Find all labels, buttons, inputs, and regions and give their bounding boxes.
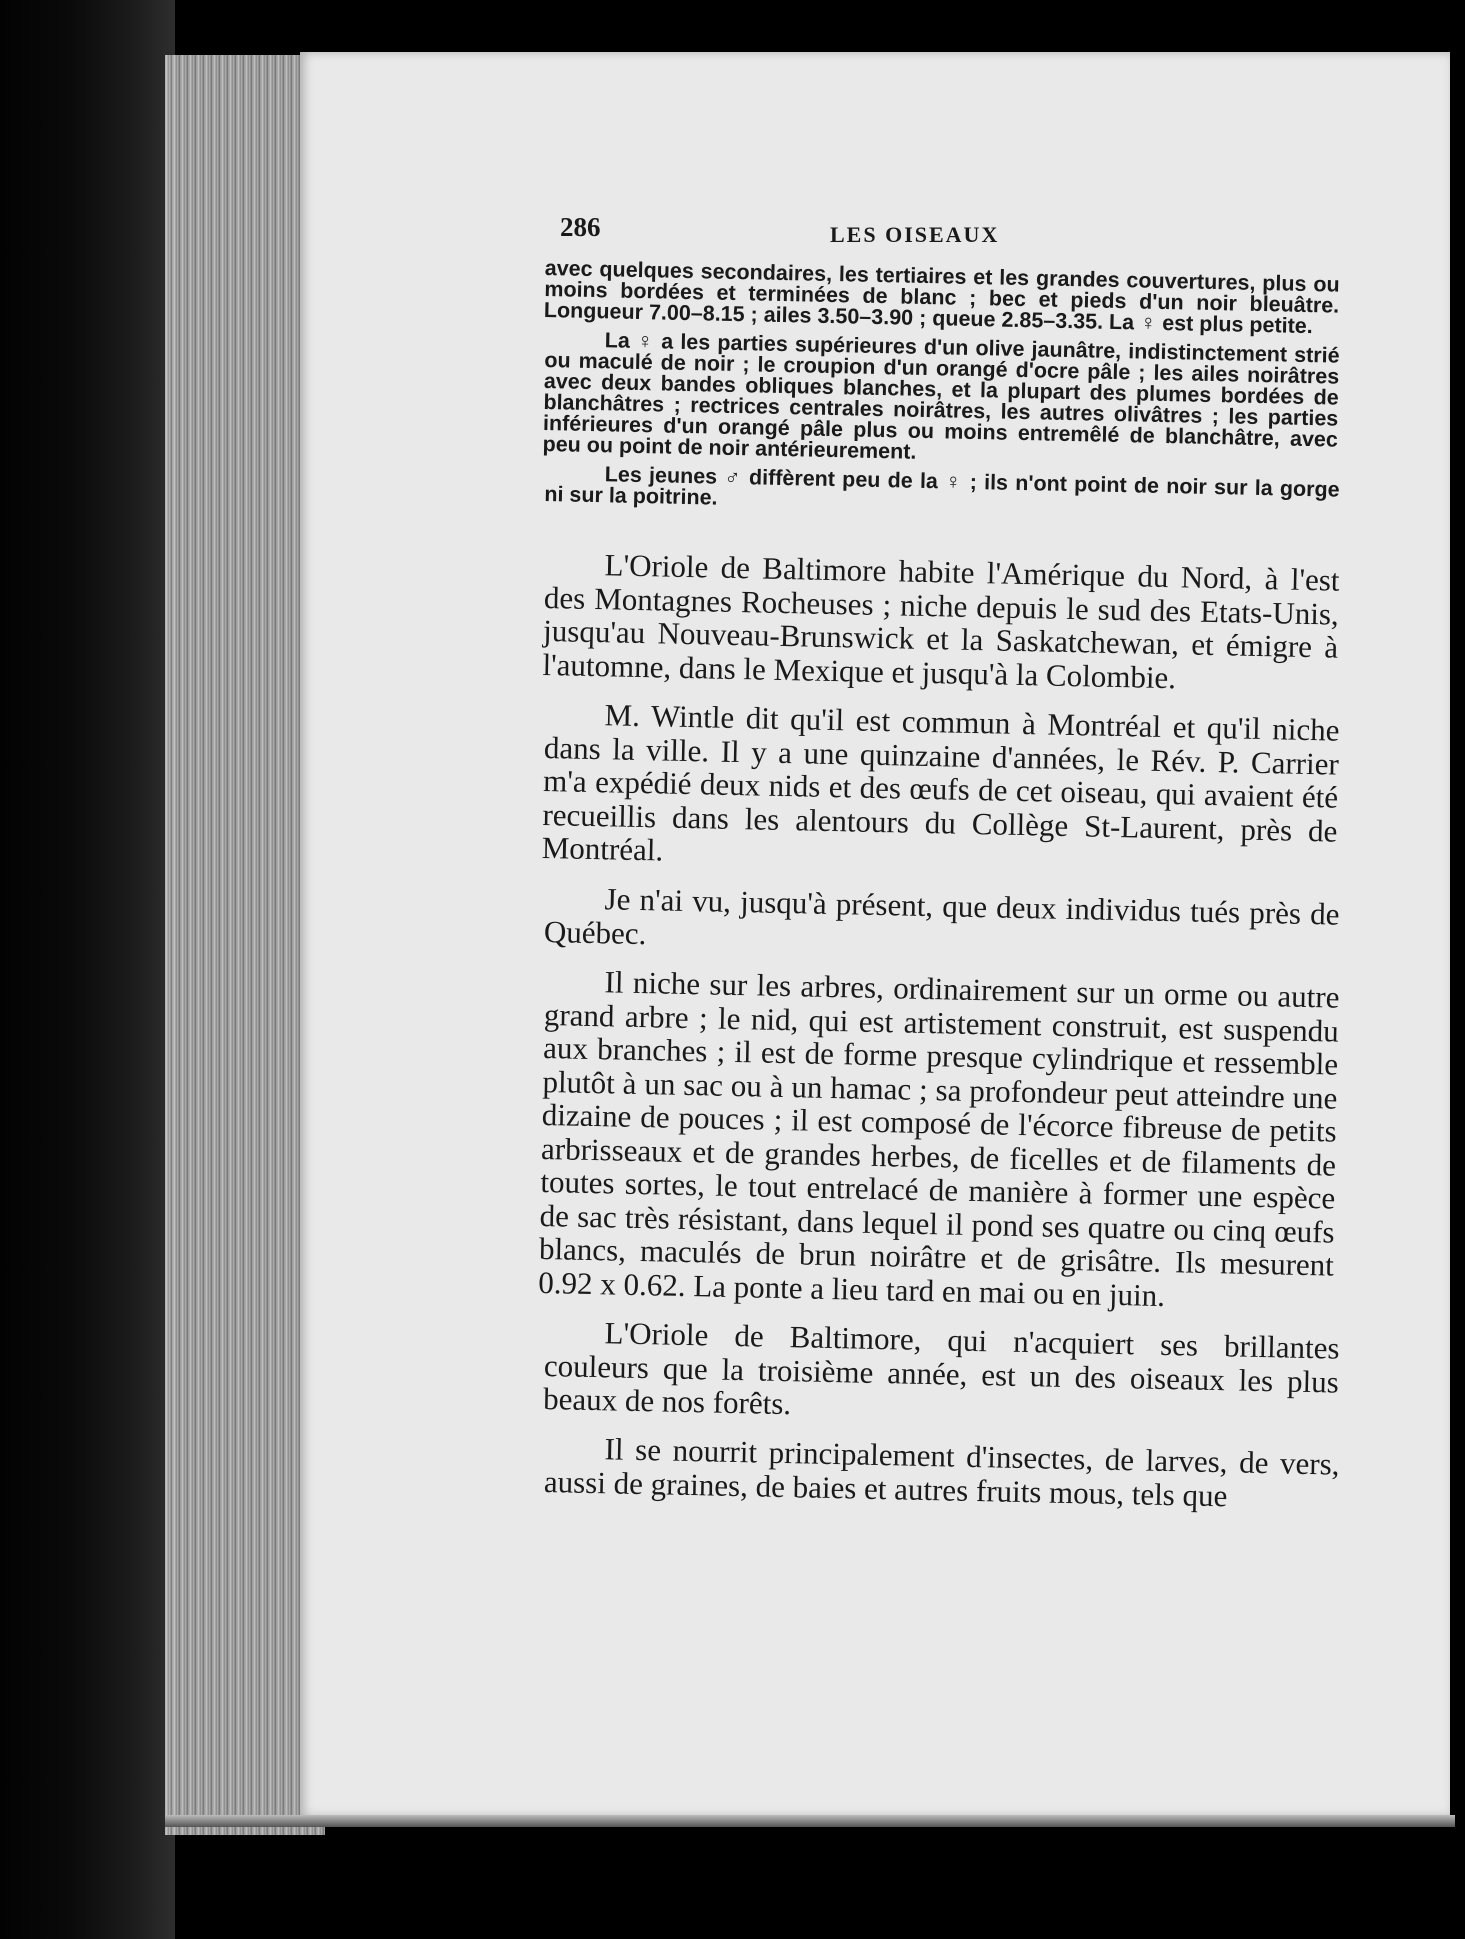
running-head: LES OISEAUX — [830, 222, 1000, 247]
page-header — [545, 212, 1340, 258]
description-paragraph: La ♀ a les parties supérieures d'un olive jaunâtre, indistinctement strié ou maculé de noir ; le croupion d'un orangé d'ocre pâle ; les ailes noirâtres avec deux bandes obliques blanches, et la plupart des plumes bordées de blanchâtres ; rectrices centrales noirâtres, les autres olivâtres ; les parties inférieures d'un orangé pâle plus ou moins entremêlé de blanchâtre, avec peu ou point de noir antérieurement. — [542, 328, 1340, 464]
book-bottom-edge — [165, 1815, 1455, 1827]
body-paragraph: L'Oriole de Baltimore habite l'Amérique du Nord, à l'est des Montagnes Rocheuses ; niche depuis le sud des Etats-Unis, jusqu'au Nouveau-Brunswick et la Saskatchewan, et émigre à l'automne, dans le Mexique et jusqu'à la Colombie. — [542, 547, 1340, 695]
page-number: 286 — [560, 212, 601, 242]
body-paragraph: L'Oriole de Baltimore, qui n'acquiert ses brillantes couleurs que la troisième année, est un des oiseaux les plus beaux de nos forêts. — [542, 1314, 1340, 1421]
scan-background — [0, 0, 175, 1939]
body-paragraph: Je n'ai vu, jusqu'à présent, que deux individus tués près de Québec. — [543, 880, 1340, 951]
body-paragraph: Il niche sur les arbres, ordinairement sur un orme ou autre grand arbre ; le nid, qui est artistement construit, est suspendu aux branches ; il est de forme presque cylindrique et ressemble plutôt à un sac ou à un hamac ; sa profondeur peut atteindre une dizaine de pouces ; il est composé de l'écorce fibreuse de petits arbrisseaux et de grandes herbes, de ficelles et de filaments de toutes sortes, le tout entrelacé de manière à former une espèce de sac très résistant, dans lequel il pond ses quatre ou cinq œufs blancs, maculés de brun noirâtre et de grisâtre. Ils mesurent 0.92 x 0.62. La ponte a lieu tard en mai ou en juin. — [537, 963, 1340, 1313]
body-paragraph: Il se nourrit principalement d'insectes, de larves, de vers, aussi de graines, de baies et autres fruits mous, tels que — [543, 1431, 1340, 1513]
body-paragraph: M. Wintle dit qu'il est commun à Montréal et qu'il niche dans la ville. Il y a une quinzaine d'années, le Rév. P. Carrier m'a expédié deux nids et des œufs de cet oiseau, qui avaient été recueillis dans les alentours du Collège St-Laurent, près de Montréal. — [541, 697, 1340, 868]
page-text-block — [537, 212, 1340, 1513]
description-paragraph: avec quelques secondaires, les tertiaires et les grandes couvertures, plus ou moins bordées et terminées de blanc ; bec et pieds d'un noir bleuâtre. Longueur 7.00–8.15 ; ailes 3.50–3.90 ; queue 2.85–3.35. La ♀ est plus petite. — [543, 256, 1340, 339]
description-paragraph: Les jeunes ♂ diffèrent peu de la ♀ ; ils n'ont point de noir sur la gorge ni sur la poitrine. — [544, 462, 1340, 510]
